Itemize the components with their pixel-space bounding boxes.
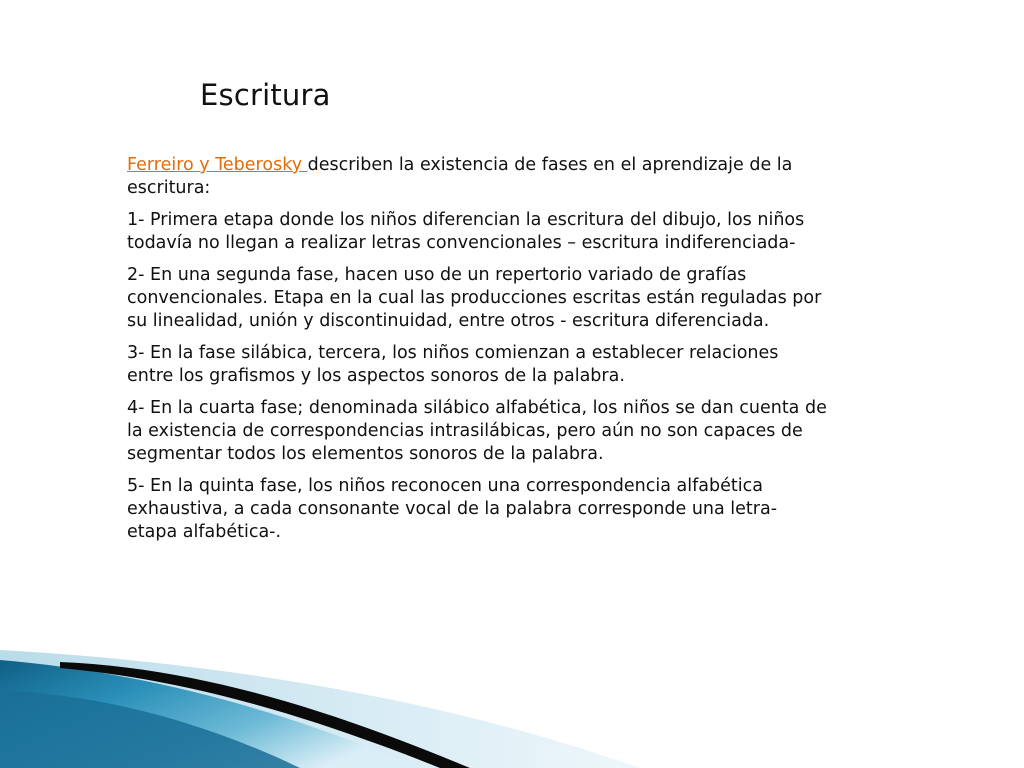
slide-title: Escritura bbox=[200, 78, 331, 112]
slide-body bbox=[127, 154, 827, 553]
phase-3-paragraph: 3- En la fase silábica, tercera, los niños comienzan a establecer relaciones entre los grafismos y los aspectos sonoros de la palabra. bbox=[127, 343, 779, 386]
phase-4-paragraph: 4- En la cuarta fase; denominada silábico alfabética, los niños se dan cuenta de la existencia de correspondencias intrasilábicas, pero aún no son capaces de segmentar todos los elementos sonoros de la palabra. bbox=[127, 398, 827, 464]
phase-5-paragraph: 5- En la quinta fase, los niños reconocen una correspondencia alfabética exhaustiva, a cada consonante vocal de la palabra corresponde una letra- etapa alfabética-. bbox=[127, 476, 778, 542]
phase-1-paragraph: 1- Primera etapa donde los niños diferencian la escritura del dibujo, los niños todavía no llegan a realizar letras convencionales – escritura indiferenciada- bbox=[127, 210, 805, 253]
intro-text: describen la existencia de fases en el aprendizaje de la escritura: bbox=[127, 155, 793, 198]
authors-link[interactable]: Ferreiro y Teberosky bbox=[127, 155, 308, 175]
phase-2-paragraph: 2- En una segunda fase, hacen uso de un repertorio variado de grafías convencionales. Etapa en la cual las producciones escritas están reguladas por su linealidad, unión y discontinuidad, entre otros - escritura diferenciada. bbox=[127, 265, 822, 331]
intro-paragraph bbox=[127, 154, 827, 200]
